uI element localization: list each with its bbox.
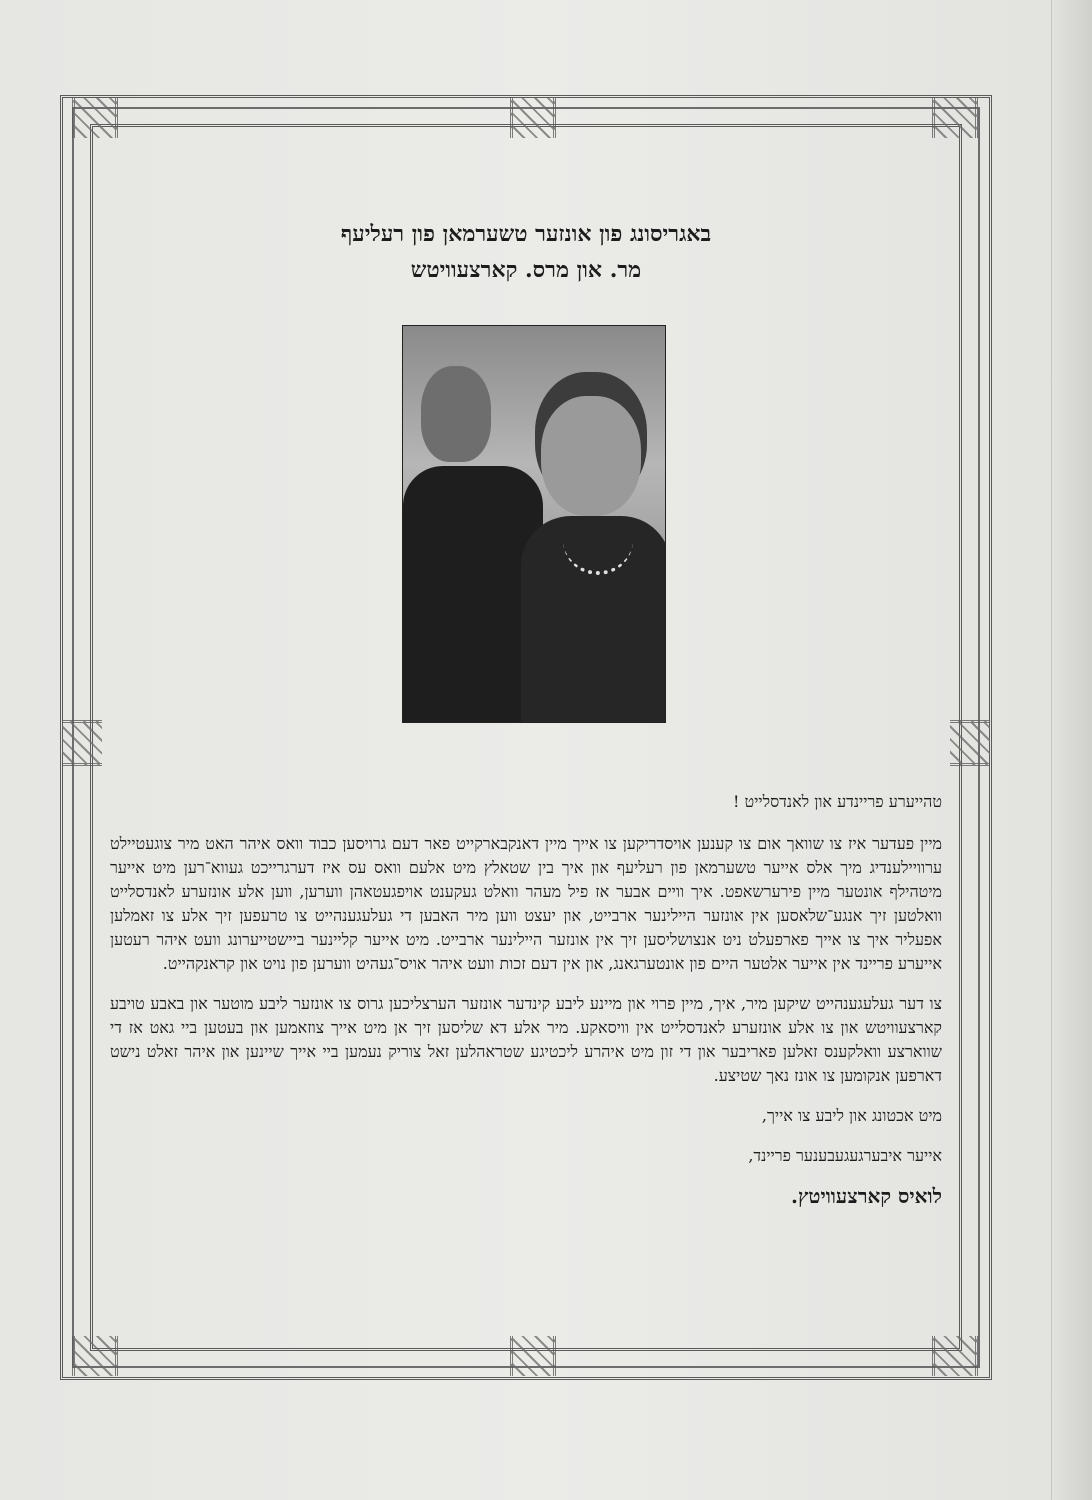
frame-knot-bottom-left [72,1336,118,1376]
page-edge [1051,0,1092,1500]
letter-signature: לואיס קארצעוויטץ. [790,1184,942,1208]
letter-paragraph-2: צו דער געלעגענהייט שיקען מיר, איך, מיין פרוי און מיינע ליבע קינדער אונזער הערצליכען גרוס צו אונזער ליבע מוטער און באבע טויבע קארצעוויטש און צו אלע אונזערע לאנדסלייט אין וויסאקע. מיר אלע דא שליסען זיך אן מיט אייך צוזאמען און בעטען ביי גאט אז די שווארצע וואלקענס זאלען פאריבער און די זון מיט איהרע ליכטיגע שטראהלען זאל צוריק נעמען ביי אייך שיינען און איהר זאלט נישט דארפען אנקומען צו אונז נאך שטיצע. [110,994,943,1085]
content-area [110,200,943,1208]
letter-body [110,790,942,1224]
frame-knot-top-left [72,98,118,138]
frame-knot-bottom-center [510,1336,556,1376]
frame-knot-bottom-right [932,1336,978,1376]
portrait-photo [402,325,666,723]
frame-knot-right-middle [950,720,990,766]
frame-knot-top-center [510,98,556,138]
letter-paragraph-1: מיין פעדער איז צו שוואך אום צו קענען אויסדריקען צו אייך מיין דאנקבארקייט פאר דעם גרויסען כבוד וואס איהר האט מיר צוגעטיילט ערוויילענדיג מיך אלס אייער טשערמאן פון רעליעף און איך בין שטאלץ מיט אלעם וואס עס איז דערגרייכט געווא־רען מיט אייער מיטהילף אונטער מיין פירערשאפט. איך וויים אבער אז פיל מעהר וואלט געקענט אויפגעטאהן ווערען, ווען אלע אונזערע לאנדסלייט וואלטען זיך אנגע־שלאסען אין אונזער היילינער ארבייט, און יעצט ווען מיר האבען די געלעגענהייט צו טרעפען זיך אלע צו זאמלען אפעליר איך צו אייך פארפעלט ניט אנצושליסען זיך אין אונזער היילינער ארבייט. מיט אייער קליינער ביישטייערונג וועט איהר רעטען אייערע פריינד אין אייער אלטער היים פון אונטערגאנג, און אין דעם זכות וועט איהר אויס־געהיט ווערען פון נויט און קראנקהייט. [110,834,943,973]
heading [110,216,942,288]
letter-closing-2: אייער איבערגעגעבענער פריינד, [748,1146,942,1165]
photo-woman-face [541,396,641,516]
letter-greeting: טהייערע פריינדע און לאנדסלייט ! [733,792,942,811]
frame-knot-top-right [932,98,978,138]
heading-line-2: מר. און מרס. קארצעוויטש [410,257,642,283]
frame-knot-left-middle [62,720,102,766]
heading-line-1: באגריסונג פון אונזער טשערמאן פון רעליעף [340,221,712,247]
photo-man-face [421,366,491,462]
letter-closing-1: מיט אכטונג און ליבע צו אייך, [761,1106,942,1125]
